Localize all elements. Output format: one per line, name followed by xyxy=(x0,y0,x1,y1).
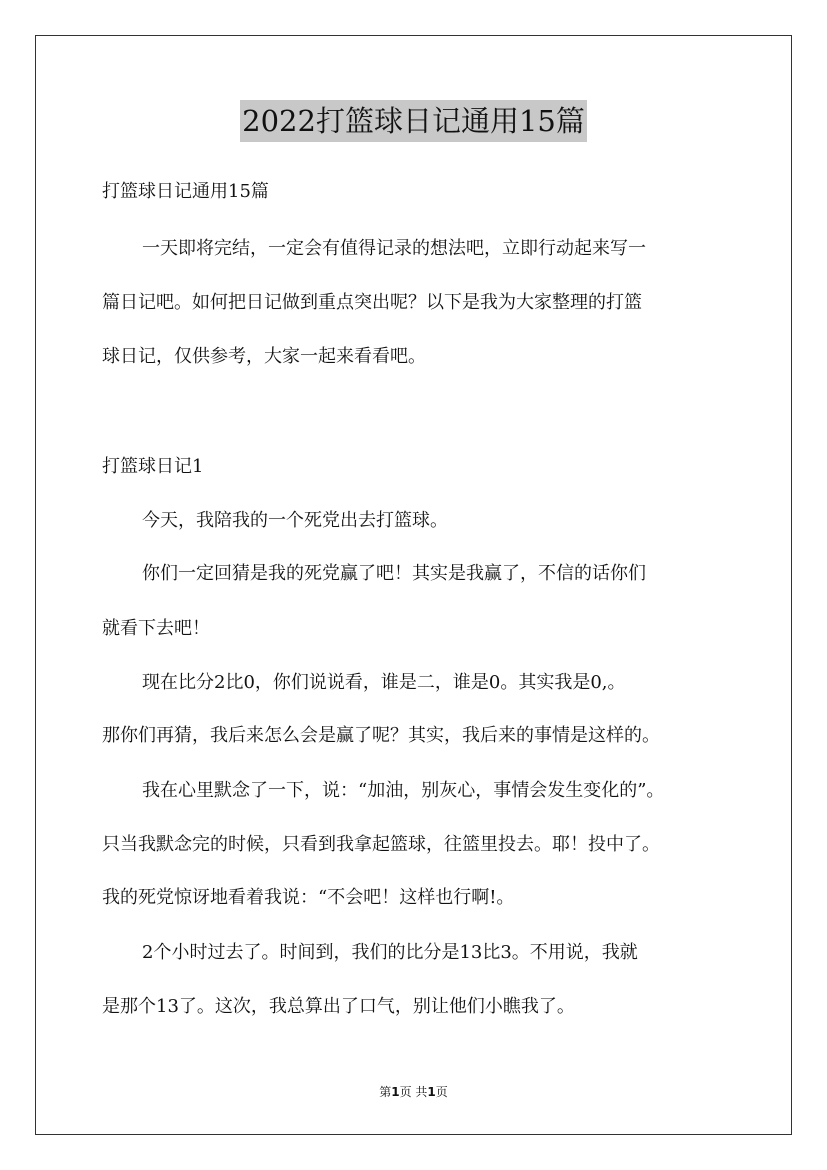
paragraph-line: 就看下去吧！ xyxy=(102,618,210,639)
title-wrap xyxy=(0,100,827,142)
paragraph-line: 你们一定回猜是我的死党赢了吧！其实是我赢了，不信的话你们 xyxy=(142,563,646,584)
paragraph-line: 我的死党惊讶地看着我说：“不会吧！这样也行啊!。 xyxy=(102,887,515,908)
paragraph-line: 那你们再猜，我后来怎么会是赢了呢？其实，我后来的事情是这样的。 xyxy=(102,725,660,746)
page-current: 1 xyxy=(391,1085,400,1099)
paragraph-line: 我在心里默念了一下，说：“加油，别灰心，事情会发生变化的”。 xyxy=(142,780,665,801)
paragraph-line: 一天即将完结，一定会有值得记录的想法吧，立即行动起来写一 xyxy=(142,238,646,259)
page-total: 1 xyxy=(427,1085,436,1099)
page-label-prefix: 第 xyxy=(379,1085,392,1099)
paragraph-line: 现在比分2比0，你们说说看，谁是二，谁是0。其实我是0,。 xyxy=(142,672,626,693)
page-label-mid: 页 共 xyxy=(399,1085,428,1099)
subtitle-line: 打篮球日记通用15篇 xyxy=(102,181,269,202)
paragraph-line: 2个小时过去了。时间到，我们的比分是13比3。不用说，我就 xyxy=(142,942,638,963)
page-footer xyxy=(0,1083,827,1100)
paragraph-line: 今天，我陪我的一个死党出去打篮球。 xyxy=(142,510,448,531)
paragraph-line: 篇日记吧。如何把日记做到重点突出呢？以下是我为大家整理的打篮 xyxy=(102,292,642,313)
paragraph-line: 是那个13了。这次，我总算出了口气，别让他们小瞧我了。 xyxy=(102,996,575,1017)
section-heading: 打篮球日记1 xyxy=(102,456,204,477)
document-title: 2022打篮球日记通用15篇 xyxy=(240,100,587,142)
paragraph-line: 球日记，仅供参考，大家一起来看看吧。 xyxy=(102,346,426,367)
page-label-suffix: 页 xyxy=(435,1085,448,1099)
paragraph-line: 只当我默念完的时候，只看到我拿起篮球，往篮里投去。耶！投中了。 xyxy=(102,834,660,855)
